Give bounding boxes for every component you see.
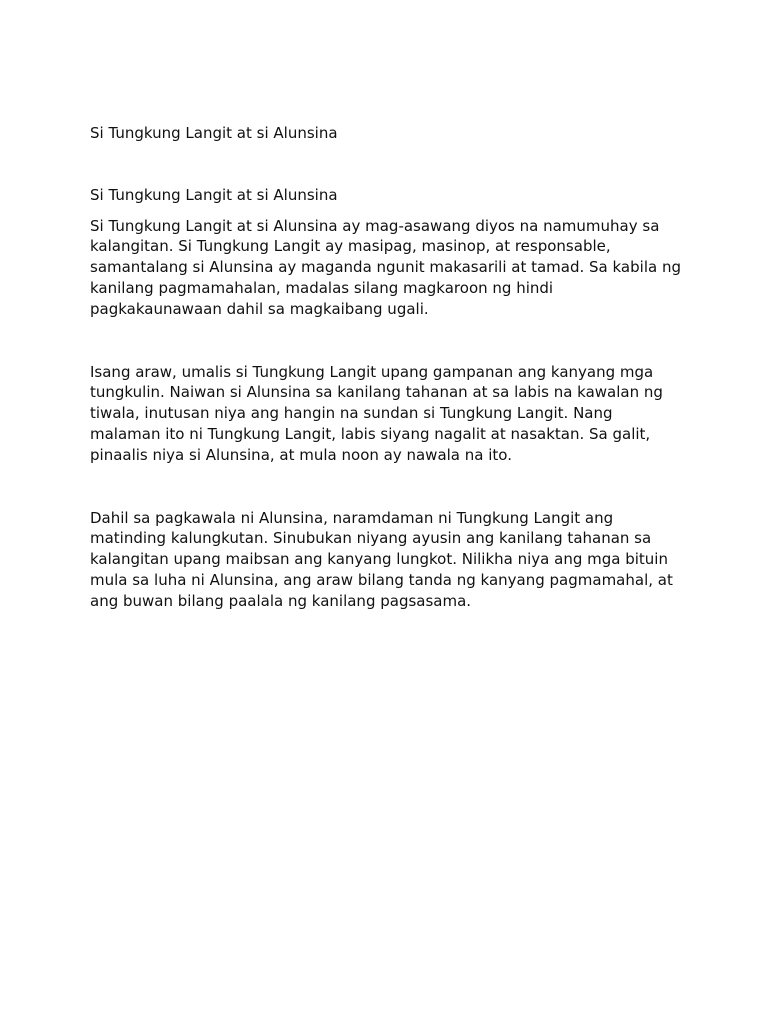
paragraph-3: Dahil sa pagkawala ni Alunsina, naramdaman ni Tungkung Langit ang matinding kalungkutan. Sinubukan niyang ayusin ang kanilang tahanan sa kalangitan upang maibsan ang kanyang lungkot. Nilikha niya ang mga bituin mula sa luha ni Alunsina, ang araw bilang tanda ng kanyang pagmamahal, at ang buwan bilang paalala ng kanilang pagsasama. — [90, 508, 673, 610]
document-body — [90, 123, 682, 612]
story-heading: Si Tungkung Langit at si Alunsina — [90, 185, 338, 204]
paragraph-1: Si Tungkung Langit at si Alunsina ay mag-asawang diyos na namumuhay sa kalangitan. Si Tungkung Langit ay masipag, masinop, at responsable, samantalang si Alunsina ay maganda ngunit makasarili at tamad. Sa kabila ng kanilang pagmamahalan, madalas silang magkaroon ng hindi pagkakaunawaan dahil sa magkaibang ugali. — [90, 216, 681, 318]
paragraph-2: Isang araw, umalis si Tungkung Langit upang gampanan ang kanyang mga tungkulin. Naiwan si Alunsina sa kanilang tahanan at sa labis na kawalan ng tiwala, inutusan niya ang hangin na sundan si Tungkung Langit. Nang malaman ito ni Tungkung Langit, labis siyang nagalit at nasaktan. Sa galit, pinaalis niya si Alunsina, at mula noon ay nawala na ito. — [90, 362, 663, 464]
document-title: Si Tungkung Langit at si Alunsina — [90, 124, 338, 142]
